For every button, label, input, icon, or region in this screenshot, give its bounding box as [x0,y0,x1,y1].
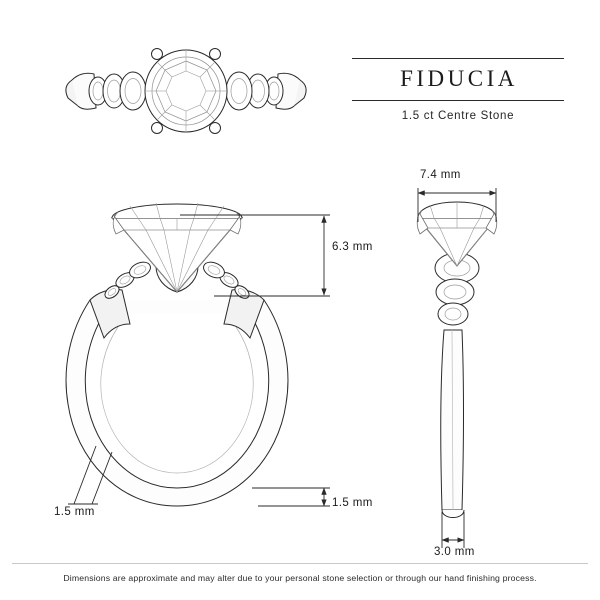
dimension-label-band-width-left: 1.5 mm [54,506,95,518]
dimension-label-band-depth: 3.0 mm [434,546,475,558]
title-block [352,58,564,122]
product-title: FIDUCIA [400,66,518,91]
dimension-label-centre-height: 6.3 mm [332,241,373,253]
centre-stone-subtitle: 1.5 ct Centre Stone [401,110,515,122]
footer-disclaimer: Dimensions are approximate and may alter due to your personal stone selection or through our hand finishing process. [63,573,537,583]
dimension-label-head-width: 7.4 mm [420,169,461,181]
dimension-label-band-width-right: 1.5 mm [332,497,373,509]
footer-divider [12,563,588,564]
